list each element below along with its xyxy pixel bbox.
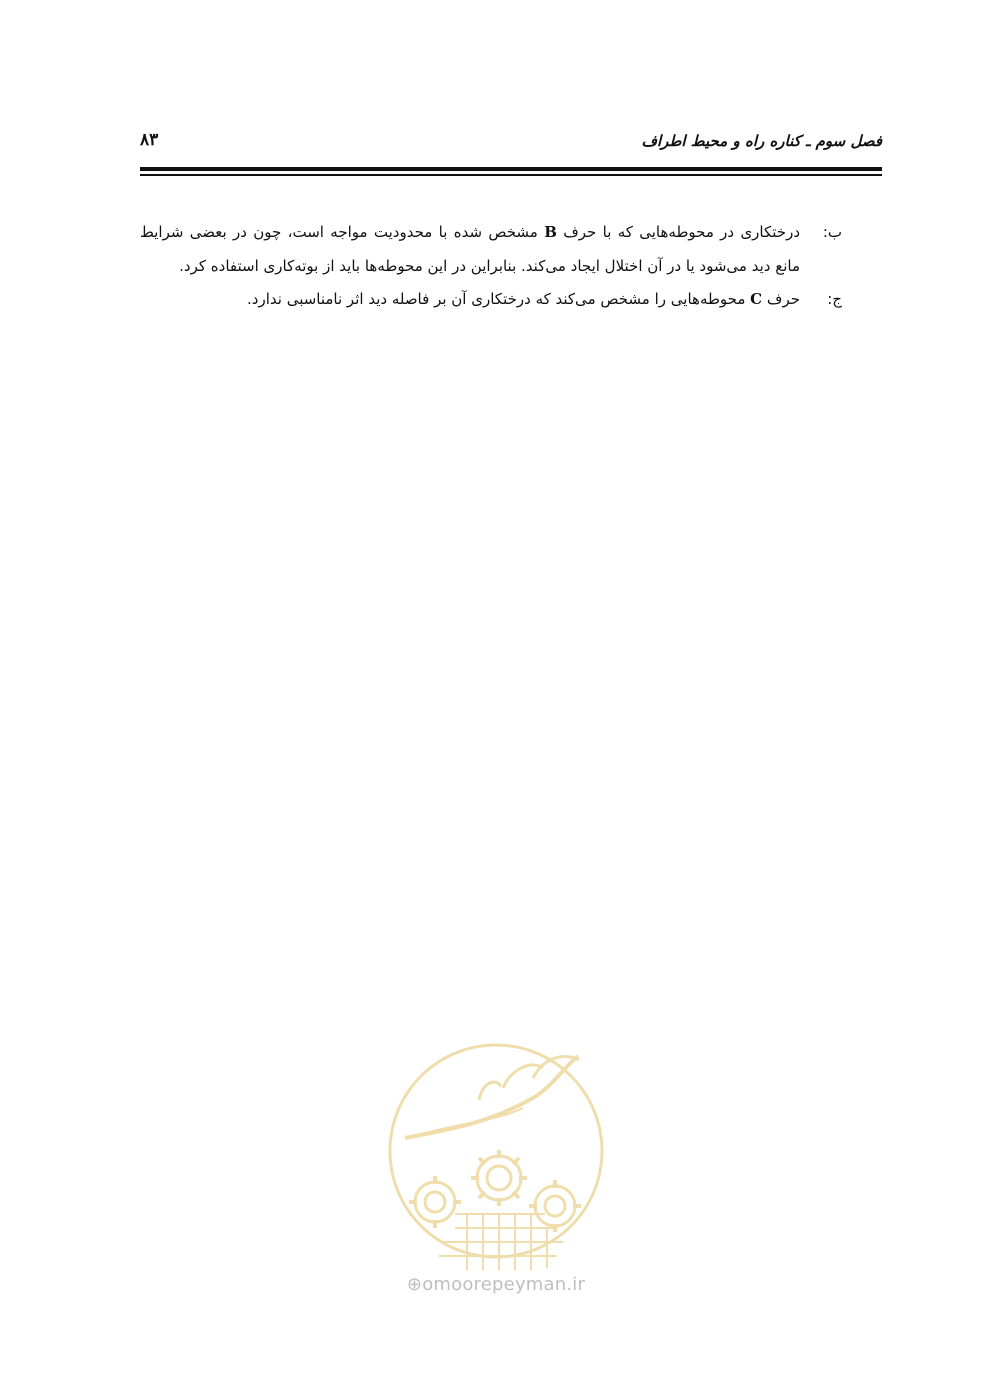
page-header [140,128,882,160]
header-rule-thick [140,167,882,171]
item-marker: ب: [822,223,842,241]
item-text-after: محوطه‌هایی را مشخص می‌کند که درختکاری آن بر فاصله دید اثر نامناسبی ندارد. [247,290,751,308]
item-text-before: حرف [762,290,800,308]
item-marker: ج: [827,290,842,308]
page-number: ۸۳ [140,130,159,150]
header-rule-thin [140,174,882,176]
watermark-logo [383,1038,609,1270]
list-item-c [140,283,842,317]
body-text [140,216,842,317]
item-letter: C [750,290,763,308]
item-letter: B [544,223,557,241]
item-text-after: مشخص شده با محدودیت مواجه است، چون در بعضی شرایط مانع دید می‌شود یا در آن اختلال ایجاد می‌کند. بنابراین در این محوطه‌ها باید از بوته‌کاری استفاده کرد. [140,223,800,275]
item-text [140,283,800,317]
watermark-url-text: omoorepeyman.ir [422,1274,586,1295]
item-text [140,216,800,283]
globe-icon: ⊕ [406,1274,423,1295]
chapter-title: فصل سوم ـ کناره راه و محیط اطراف [641,132,882,150]
watermark [383,1038,609,1308]
list-item-b [140,216,842,283]
item-text-before: درختکاری در محوطه‌هایی که با حرف [556,223,801,241]
watermark-url [383,1274,609,1295]
